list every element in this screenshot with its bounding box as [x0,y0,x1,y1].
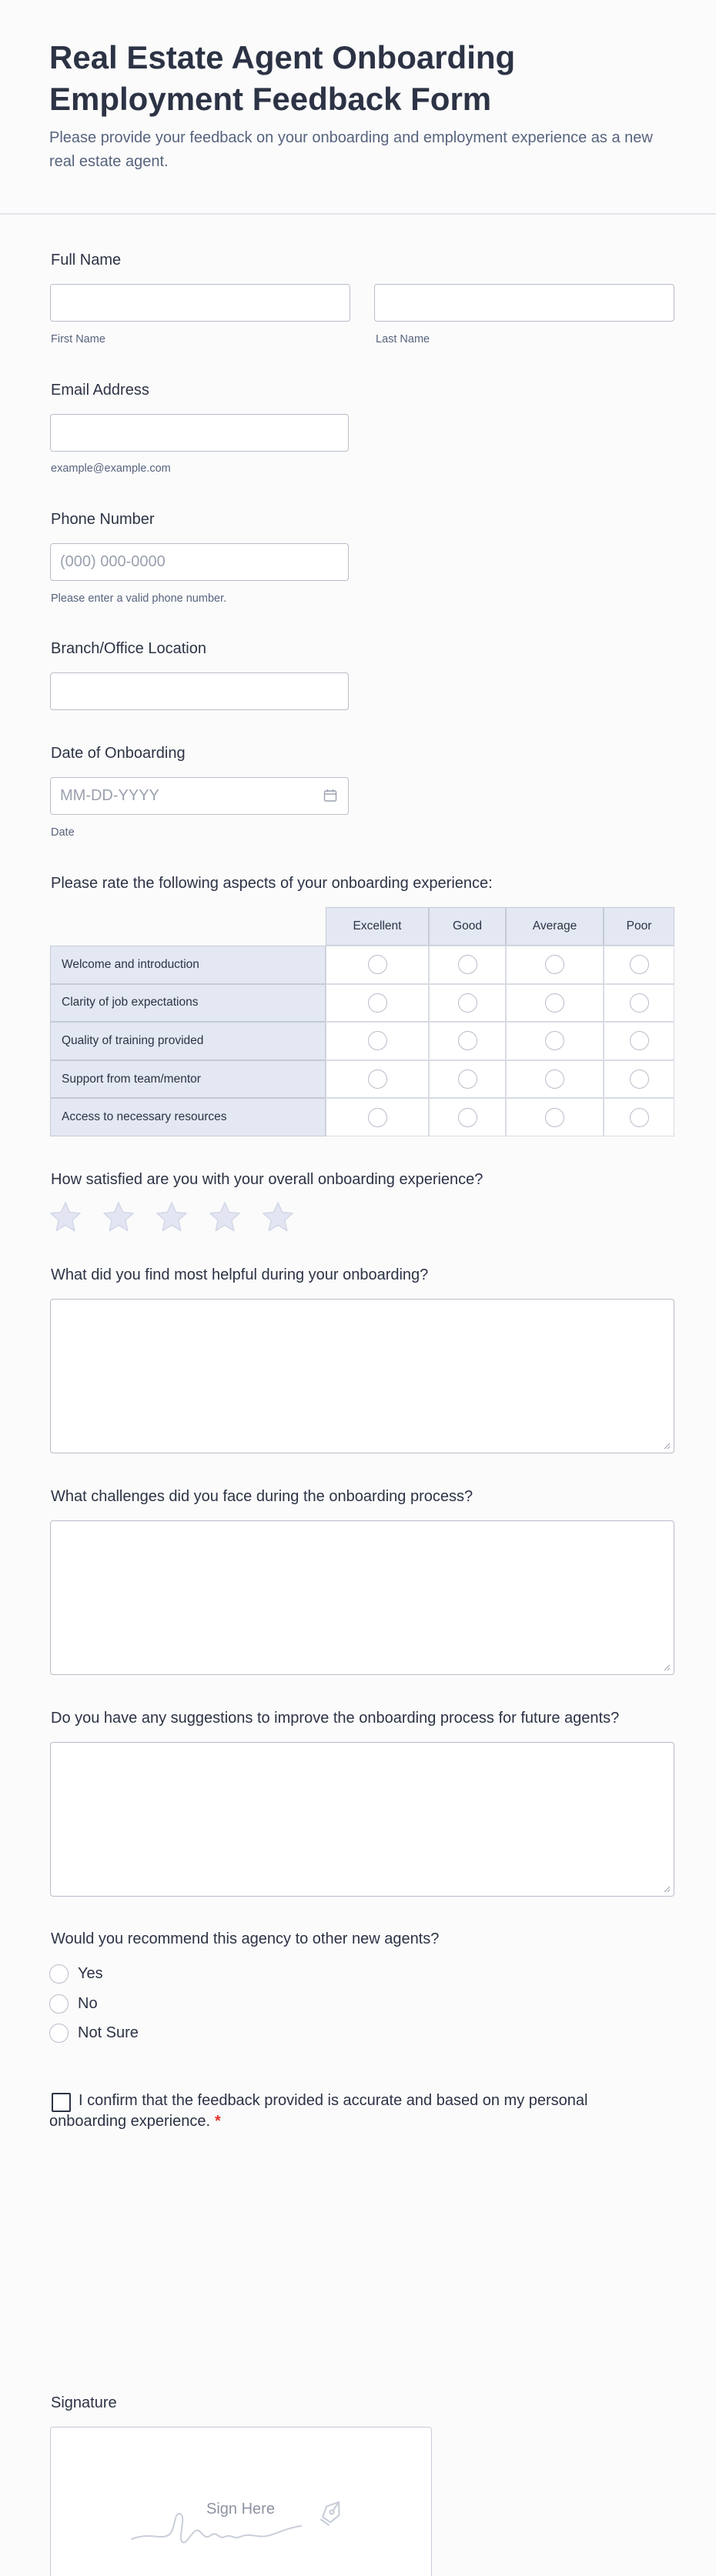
matrix-row-label: Support from team/mentor [50,1060,326,1099]
first-name-input[interactable] [50,284,350,322]
email-input[interactable] [50,414,349,452]
star-icon[interactable] [155,1200,189,1234]
matrix-cell [604,984,674,1023]
matrix-column-header: Average [506,907,604,946]
rating-matrix [50,907,674,1136]
form-title: Real Estate Agent Onboarding Employment Feedback Form [49,39,516,117]
date-sublabel: Date [51,826,75,839]
matrix-cell [506,1060,604,1099]
matrix-radio-button[interactable] [545,1108,564,1127]
matrix-row-label: Welcome and introduction [50,946,326,984]
required-mark: * [215,2113,221,2130]
pen-nib-icon [316,2497,347,2528]
date-input[interactable] [50,777,349,815]
email-sublabel: example@example.com [51,462,171,475]
consent-label [49,2090,588,2132]
radio-button[interactable] [49,2024,69,2043]
matrix-radio-button[interactable] [368,993,387,1013]
helpful-textarea[interactable] [50,1299,674,1453]
matrix-cell [604,1098,674,1136]
satisfaction-question: How satisfied are you with your overall onboarding experience? [51,1171,483,1188]
last-name-input[interactable] [374,284,674,322]
resize-grip-icon[interactable] [663,1663,671,1671]
matrix-radio-button[interactable] [458,993,477,1013]
date-label: Date of Onboarding [51,745,186,762]
signature-label: Signature [51,2394,117,2411]
recommend-option-no[interactable] [49,1993,98,2014]
calendar-icon[interactable] [323,789,337,802]
matrix-radio-button[interactable] [630,955,649,974]
matrix-radio-button[interactable] [545,955,564,974]
matrix-radio-button[interactable] [630,1108,649,1127]
matrix-radio-button[interactable] [545,1069,564,1089]
matrix-cell [326,1098,429,1136]
matrix-cell [506,946,604,984]
phone-placeholder: (000) 000-0000 [60,553,166,570]
matrix-cell [604,1022,674,1060]
full-name-label: Full Name [51,252,122,269]
rating-matrix-question: Please rate the following aspects of your onboarding experience: [51,875,493,892]
challenges-textarea[interactable] [50,1520,674,1675]
matrix-radio-button[interactable] [545,1031,564,1050]
star-icon[interactable] [49,1200,82,1234]
recommend-question: Would you recommend this agency to other new agents? [51,1930,440,1947]
resize-grip-icon[interactable] [663,1442,671,1450]
matrix-cell [429,946,506,984]
resize-grip-icon[interactable] [663,1885,671,1893]
radio-label: No [78,1994,98,2012]
matrix-cell [429,984,506,1023]
matrix-cell [604,1060,674,1099]
phone-label: Phone Number [51,511,155,528]
matrix-radio-button[interactable] [458,1108,477,1127]
matrix-radio-button[interactable] [368,955,387,974]
matrix-radio-button[interactable] [545,993,564,1013]
matrix-cell [326,1060,429,1099]
matrix-radio-button[interactable] [458,1069,477,1089]
email-label: Email Address [51,382,149,399]
signature-placeholder: Sign Here [206,2501,275,2518]
recommend-option-yes[interactable] [49,1963,103,1984]
branch-label: Branch/Office Location [51,640,206,657]
matrix-radio-button[interactable] [368,1069,387,1089]
matrix-radio-button[interactable] [368,1031,387,1050]
matrix-cell [326,946,429,984]
matrix-radio-button[interactable] [630,993,649,1013]
challenges-question: What challenges did you face during the onboarding process? [51,1488,473,1505]
matrix-row-label: Clarity of job expectations [50,984,326,1023]
phone-sublabel: Please enter a valid phone number. [51,592,227,605]
matrix-column-header: Poor [604,907,674,946]
radio-label: Not Sure [78,2024,139,2041]
form-header [0,0,716,215]
form-subtitle: Please provide your feedback on your onboarding and employment experience as a new real estate agent. [49,129,653,170]
matrix-cell [506,1022,604,1060]
star-icon[interactable] [208,1200,242,1234]
matrix-row-label: Quality of training provided [50,1022,326,1060]
matrix-cell [604,946,674,984]
matrix-cell [506,984,604,1023]
first-name-sublabel: First Name [51,333,105,345]
recommend-option-not-sure[interactable] [49,2022,139,2044]
phone-input[interactable] [50,543,349,581]
branch-input[interactable] [50,672,349,710]
suggestions-textarea[interactable] [50,1742,674,1897]
consent-text: I confirm that the feedback provided is accurate and based on my personal onboarding experience. [49,2092,588,2130]
radio-button[interactable] [49,1964,69,1984]
star-icon[interactable] [102,1200,136,1234]
last-name-sublabel: Last Name [376,333,430,345]
matrix-column-header: Good [429,907,506,946]
matrix-cell [326,1022,429,1060]
helpful-question: What did you find most helpful during your onboarding? [51,1266,429,1283]
matrix-radio-button[interactable] [630,1031,649,1050]
star-icon[interactable] [261,1200,295,1234]
radio-button[interactable] [49,1994,69,2014]
signature-pad[interactable] [50,2427,432,2576]
matrix-cell [506,1098,604,1136]
matrix-radio-button[interactable] [458,1031,477,1050]
matrix-cell [429,1022,506,1060]
matrix-cell [326,984,429,1023]
radio-label: Yes [78,1964,103,1982]
matrix-cell [429,1098,506,1136]
matrix-radio-button[interactable] [630,1069,649,1089]
matrix-column-header: Excellent [326,907,429,946]
matrix-row-label: Access to necessary resources [50,1098,326,1136]
matrix-cell [429,1060,506,1099]
matrix-radio-button[interactable] [368,1108,387,1127]
date-placeholder: MM-DD-YYYY [60,787,159,804]
matrix-radio-button[interactable] [458,955,477,974]
suggestions-question: Do you have any suggestions to improve the onboarding process for future agents? [51,1710,620,1727]
